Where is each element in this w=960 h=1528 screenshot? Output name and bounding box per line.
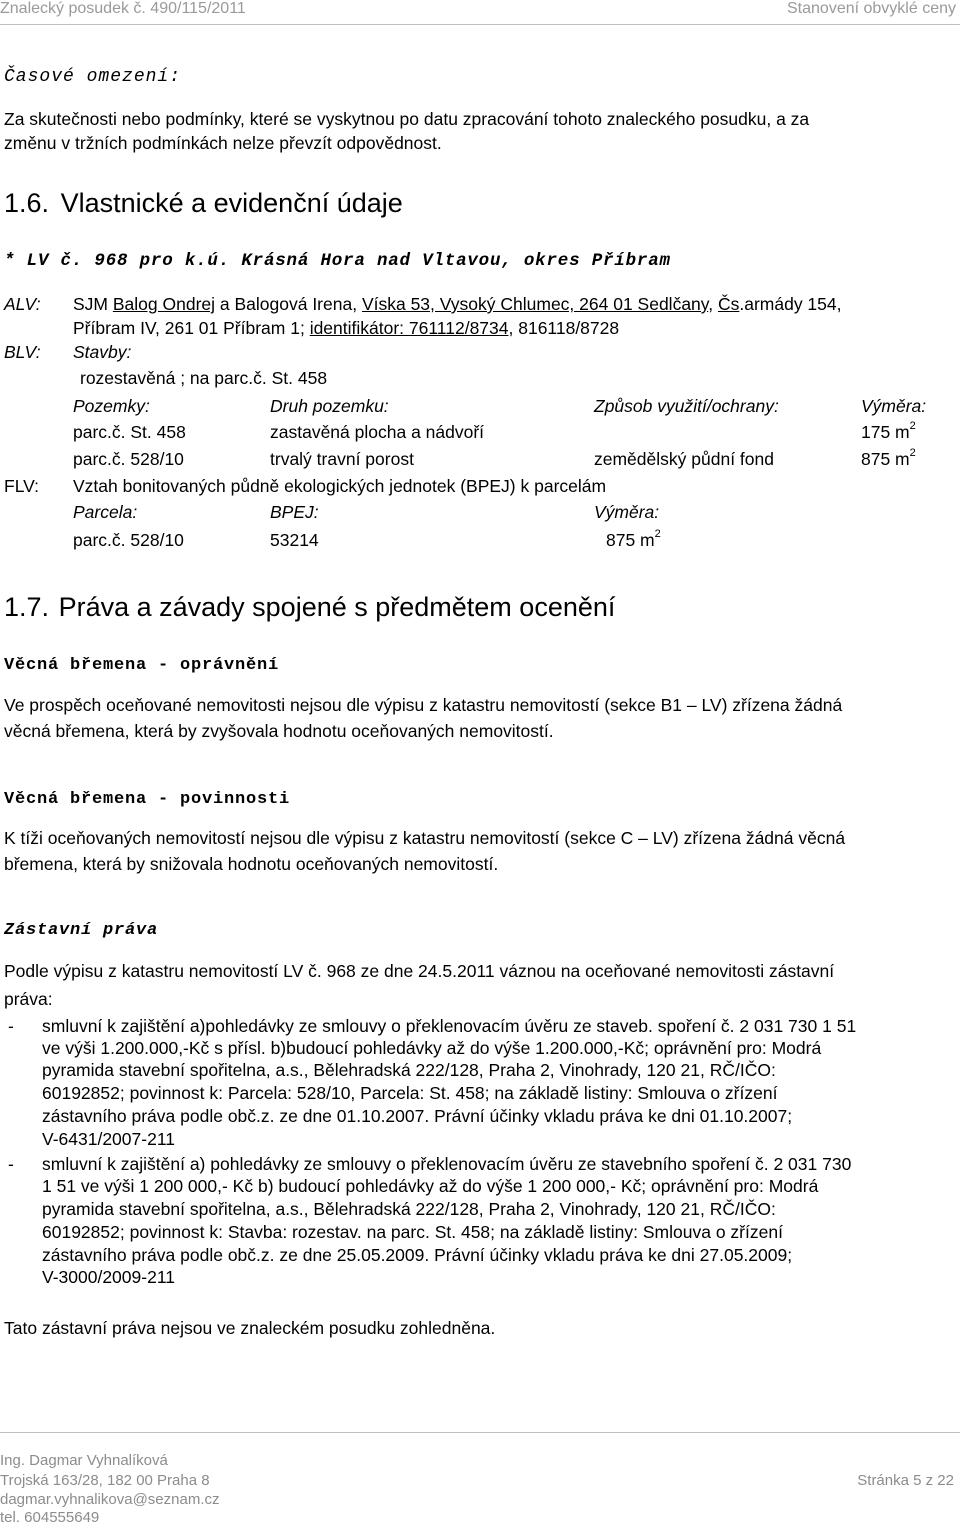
time-limit-text-line2: změnu v tržních podmínkách nelze převzít odpovědnost.: [4, 133, 442, 153]
lien-intro-line1: Podle výpisu z katastru nemovitostí LV č. 968 ze dne 24.5.2011 váznou na oceňované nemovitosti zástavní: [4, 961, 835, 981]
time-limit-text-line1: Za skutečnosti nebo podmínky, které se vyskytnou po datu zpracování tohoto znaleckého posudku, a za: [4, 109, 810, 129]
alv-owners-line1: SJM Balog Ondrej a Balogová Irena, Víska 53, Vysoký Chlumec, 264 01 Sedlčany, Čs.armády 154,: [73, 294, 842, 314]
blv-buildings-label: Stavby:: [73, 342, 132, 362]
lv-title: * LV č. 968 pro k.ú. Krásná Hora nad Vltavou, okres Příbram: [4, 251, 671, 271]
section-title: Práva a závady spojené s předmětem ocenění: [58, 592, 616, 622]
land-row-type: zastavěná plocha a nádvoří: [270, 422, 485, 442]
section-number: 1.6.: [4, 188, 50, 218]
land-row-parcel: parc.č. St. 458: [73, 422, 186, 442]
land-row-use: zemědělský půdní fond: [594, 449, 774, 469]
footer-author-name: Ing. Dagmar Vyhnalíková: [0, 1452, 168, 1469]
lien-item-line: ve výši 1.200.000,-Kč s přísl. b)budoucí pohledávky až do výše 1.200.000,-Kč; oprávnění pro: Modrá: [42, 1038, 822, 1058]
footer-email[interactable]: dagmar.vyhnalikova@seznam.cz: [0, 1491, 220, 1508]
lien-intro-line2: práva:: [4, 989, 53, 1009]
lien-item-line: V-3000/2009-211: [42, 1267, 175, 1287]
bpej-header-parcel: Parcela:: [73, 502, 138, 522]
flv-label: FLV:: [4, 476, 40, 496]
section-1-7-heading: [4, 592, 615, 623]
address-link[interactable]: Víska 53, Vysoký Chlumec, 264 01 Sedlčany: [361, 294, 709, 314]
bpej-row-code: 53214: [270, 530, 319, 550]
list-bullet: -: [8, 1154, 14, 1174]
header-section-title: Stanovení obvyklé ceny: [787, 0, 956, 17]
land-row-area: 175 $m^2$: [861, 420, 916, 442]
lien-item-line: pyramida stavební spořitelna, a.s., Bělehradská 222/128, Praha 2, Vinohrady, 120 21, RČ/IČO:: [42, 1199, 776, 1219]
owner-link[interactable]: Balog Ondrej: [112, 294, 216, 314]
section-1-6-heading: [4, 188, 403, 219]
identifier-link[interactable]: identifikátor: 761112/8734: [309, 318, 509, 338]
lien-item-line: 60192852; povinnost k: Parcela: 528/10, Parcela: St. 458; na základě listiny: Smlouva o zřízení: [42, 1083, 778, 1103]
header-document-title: Znalecký posudek č. 490/115/2011: [0, 0, 246, 17]
easement-rights-line2: věcná břemena, která by zvyšovala hodnotu oceňovaných nemovitostí.: [4, 721, 554, 741]
easement-duties-line1: K tíži oceňovaných nemovitostí nejsou dle výpisu z katastru nemovitostí (sekce C – LV) zřízena žádná věcná: [4, 828, 846, 848]
section-number: 1.7.: [4, 592, 50, 622]
lien-note: Tato zástavní práva nejsou ve znaleckém posudku zohledněna.: [4, 1318, 496, 1338]
land-header-use: Způsob využití/ochrany:: [594, 396, 779, 416]
land-header-type: Druh pozemku:: [270, 396, 389, 416]
easement-rights-line1: Ve prospěch oceňované nemovitosti nejsou dle výpisu z katastru nemovitostí (sekce B1 – LV) zřízena žádná: [4, 695, 843, 715]
alv-owners-line2: Příbram IV, 261 01 Příbram 1; identifikátor: 761112/8734, 816118/8728: [73, 318, 620, 338]
lien-item-line: smluvní k zajištění a)pohledávky ze smlouvy o překlenovacím úvěru ze staveb. spoření č. 2 031 730 1 51: [42, 1016, 857, 1036]
lien-title: Zástavní práva: [4, 921, 159, 940]
blv-label: BLV:: [4, 342, 41, 362]
address-link-2[interactable]: Čs: [717, 294, 740, 314]
section-title: Vlastnické a evidenční údaje: [60, 188, 403, 218]
easement-rights-title: Věcná břemena - oprávnění: [4, 656, 280, 675]
footer-address: Trojská 163/28, 182 00 Praha 8: [0, 1472, 210, 1489]
lien-item-line: 1 51 ve výši 1 200 000,- Kč b) budoucí pohledávky až do výše 1 200 000,- Kč; oprávnění pro: Modrá: [42, 1176, 819, 1196]
easement-duties-line2: břemena, která by snižovala hodnotu oceňovaných nemovitostí.: [4, 854, 499, 874]
land-header-parcel: Pozemky:: [73, 396, 150, 416]
lien-item-line: 60192852; povinnost k: Stavba: rozestav. na parc. St. 458; na základě listiny: Smlouva o zřízení: [42, 1222, 783, 1242]
lien-item-line: pyramida stavební spořitelna, a.s., Bělehradská 222/128, Praha 2, Vinohrady, 120 21, RČ/IČO:: [42, 1060, 776, 1080]
bpej-header-area: Výměra:: [594, 502, 660, 522]
land-header-area: Výměra:: [861, 396, 927, 416]
lien-item-line: zástavního práva podle obč.z. ze dne 01.10.2007. Právní účinky vkladu práva ke dni 01.10.2007;: [42, 1106, 793, 1126]
bpej-row-area: 875 $m^2$: [606, 528, 661, 550]
flv-title: Vztah bonitovaných půdně ekologických jednotek (BPEJ) k parcelám: [73, 476, 607, 496]
land-row-area: 875 $m^2$: [861, 447, 916, 469]
footer-rule: [0, 1432, 960, 1433]
header-rule: [0, 24, 960, 25]
lien-item-line: V-6431/2007-211: [42, 1129, 175, 1149]
alv-label: ALV:: [4, 294, 41, 314]
lien-item-line: zástavního práva podle obč.z. ze dne 25.05.2009. Právní účinky vkladu práva ke dni 27.05.2009;: [42, 1245, 793, 1265]
blv-building: rozestavěná ; na parc.č. St. 458: [80, 368, 328, 388]
footer-page-number: Stránka 5 z 22: [857, 1472, 954, 1489]
footer-phone: tel. 604555649: [0, 1509, 100, 1526]
bpej-header-code: BPEJ:: [270, 502, 319, 522]
lien-item-line: smluvní k zajištění a) pohledávky ze smlouvy o překlenovacím úvěru ze stavebního spoření č. 2 031 730: [42, 1154, 852, 1174]
time-limit-title: Časové omezení:: [4, 67, 182, 87]
land-row-parcel: parc.č. 528/10: [73, 449, 184, 469]
land-row-type: trvalý travní porost: [270, 449, 414, 469]
bpej-row-parcel: parc.č. 528/10: [73, 530, 184, 550]
list-bullet: -: [8, 1016, 14, 1036]
easement-duties-title: Věcná břemena - povinnosti: [4, 790, 291, 809]
